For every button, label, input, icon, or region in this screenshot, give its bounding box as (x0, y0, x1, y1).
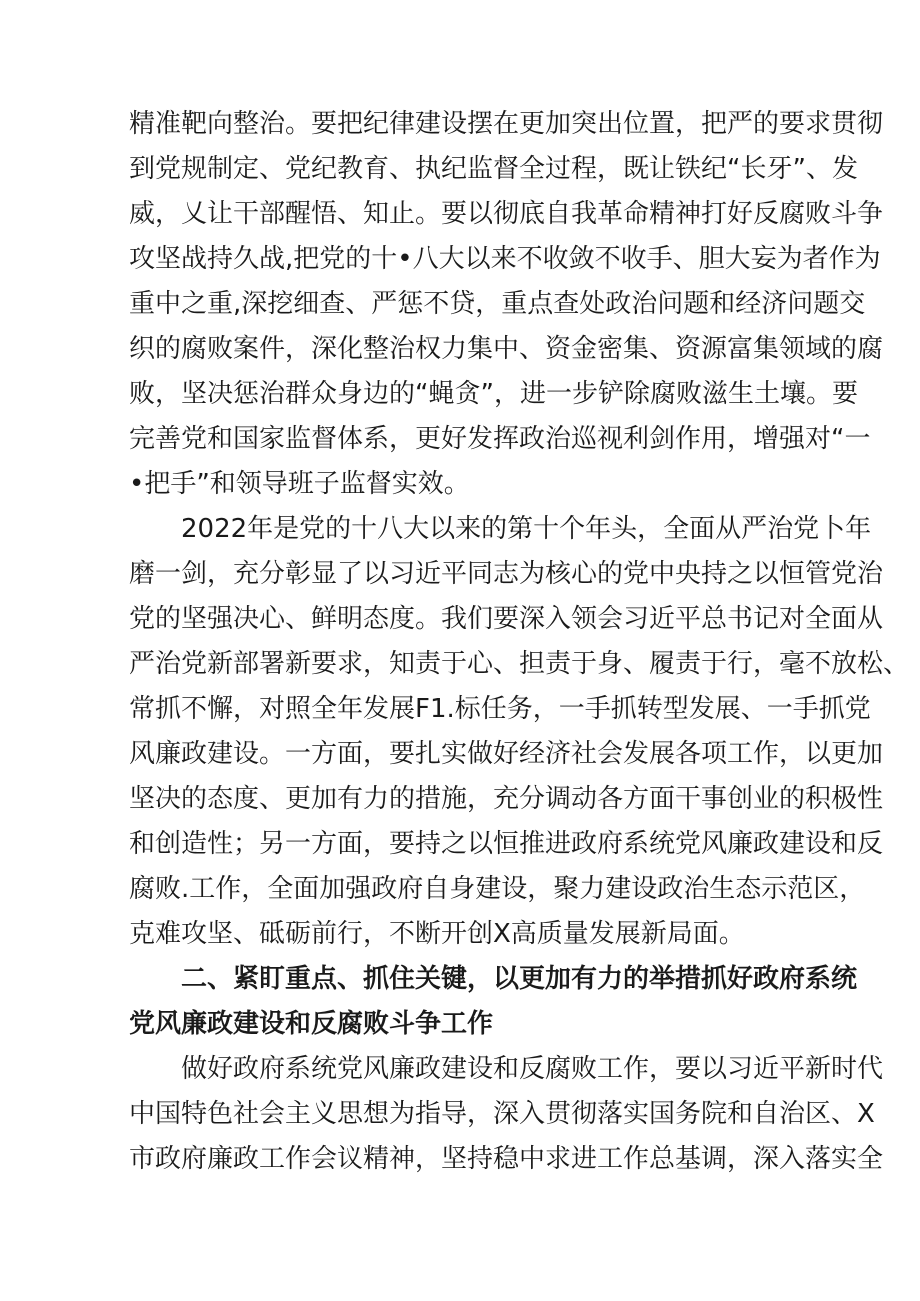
text-line: 中国特色社会主义思想为指导，深入贯彻落实国务院和自治区、X (129, 1099, 875, 1129)
text-line: 2022年是党的十八大以来的第十个年头，全面从严治党卜年 (181, 514, 872, 544)
text-line: 做好政府系统党风廉政建设和反腐败工作，要以习近平新时代 (181, 1054, 884, 1084)
text-line: 攻坚战持久战,把党的十•八大以来不收敛不收手、胆大妄为者作为 (129, 244, 881, 274)
text-line: 常抓不懈，对照全年发展F1.标任务，一手抓转型发展、一手抓党 (129, 694, 871, 724)
paragraph (129, 1047, 884, 1182)
text-line: 败，坚决惩治群众身边的“蝇贪”，进一步铲除腐败滋生土壤。要 (129, 379, 858, 409)
text-line: 腐败.工作，全面加强政府自身建设，聚力建设政治生态示范区， (129, 874, 866, 904)
text-line: 到党规制定、党纪教育、执纪监督全过程，既让铁纪“长牙”、发 (129, 154, 858, 184)
text-line: 克难攻坚、砥砺前行，不断开创X高质量发展新局面。 (129, 919, 745, 949)
text-line: 和创造性；另一方面，要持之以恒推进政府系统党风廉政建设和反 (129, 829, 884, 859)
text-line: 织的腐败案件，深化整治权力集中、资金密集、资源富集领域的腐 (129, 334, 884, 364)
document-body (129, 102, 910, 1182)
text-line: 重中之重,深挖细查、严惩不贷，重点查处政治问题和经济问题交 (129, 289, 866, 319)
text-line: •把手”和领导班子监督实效。 (129, 469, 470, 499)
text-line: 风廉政建设。一方面，要扎实做好经济社会发展各项工作，以更加 (129, 739, 884, 769)
heading-line: 二、紧盯重点、抓住关键，以更加有力的举措抓好政府系统 (181, 964, 858, 994)
section-heading (129, 957, 858, 1047)
paragraph (129, 102, 884, 507)
text-line: 精准靶向整治。要把纪律建设摆在更加突出位置，把严的要求贯彻 (129, 109, 884, 139)
text-line: 市政府廉政工作会议精神，坚持稳中求进工作总基调，深入落实全 (129, 1144, 884, 1174)
text-line: 磨一剑，充分彰显了以习近平同志为核心的党中央持之以恒管党治 (129, 559, 884, 589)
heading-line: 党风廉政建设和反腐败斗争工作 (129, 1009, 494, 1039)
paragraph (129, 507, 910, 957)
text-line: 党的坚强决心、鲜明态度。我们要深入领会习近平总书记对全面从 (129, 604, 884, 634)
text-line: 严治党新部署新要求，知责于心、担责于身、履责于行，毫不放松、 (129, 649, 910, 679)
text-line: 威，乂让干部醒悟、知止。要以彻底自我革命精神打好反腐败斗争 (129, 199, 884, 229)
text-line: 坚决的态度、更加有力的措施，充分调动各方面干事创业的积极性 (129, 784, 884, 814)
text-line: 完善党和国家监督体系，更好发挥政治巡视利剑作用，增强对“一 (129, 424, 871, 454)
